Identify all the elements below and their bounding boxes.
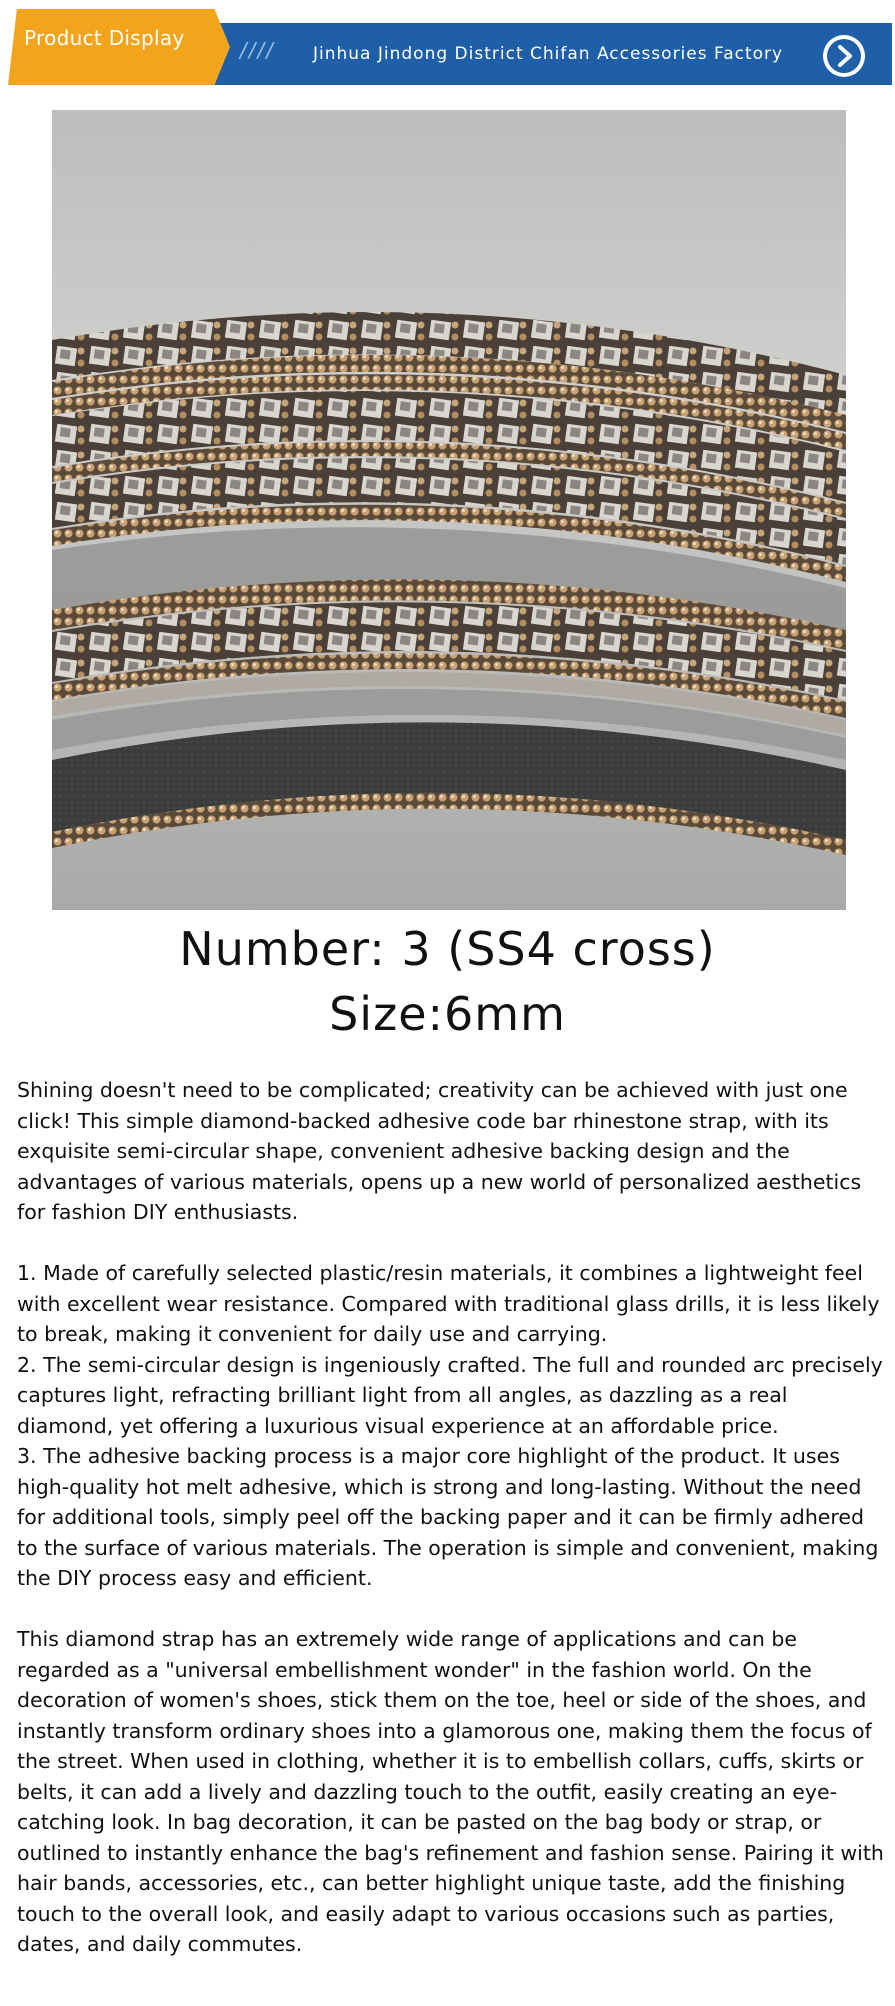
play-circle-icon[interactable] [823,35,865,77]
description-applications: This diamond strap has an extremely wide range of applications and can be regarded as a "universal embellishment wonder" in the fashion world. On the decoration of women's shoes, stick them on the toe, heel or side of the shoes, and instantly transform ordinary shoes into a glamorous one, making them the focus of the street. When used in clothing, whether it is to embellish collars, cuffs, skirts or belts, it can add a lively and dazzling touch to the outfit, easily creating an eye-catching look. In bag decoration, it can be pasted on the bag body or strap, or outlined to instantly enhance the bag's refinement and fashion sense. Pairing it with hair bands, accessories, etc., can better highlight unique taste, add the finishing touch to the overall look, and easily adapt to various occasions such as parties, dates, and daily commutes. [17,1627,884,1956]
header-banner [0,0,895,90]
company-name: Jinhua Jindong District Chifan Accessories Factory [313,44,784,64]
paragraph-gap [17,1594,887,1625]
banner-slashes: //// [240,38,275,62]
feature-point: 2. The semi-circular design is ingeniously crafted. The full and rounded arc precisely captures light, refracting brilliant light from all angles, as dazzling as a real diamond, yet offering a luxurious visual experience at an affordable price. [17,1352,883,1438]
feature-point: 3. The adhesive backing process is a major core highlight of the product. It uses high-quality hot melt adhesive, which is strong and long-lasting. Without the need for additional tools, simply peel off the backing paper and it can be firmly adhered to the surface of various materials. The operation is simple and convenient, making the DIY process easy and efficient. [17,1444,879,1590]
feature-point: 1. Made of carefully selected plastic/resin materials, it combines a lightweight feel with excellent wear resistance. Compared with traditional glass drills, it is less likely to break, making it convenient for daily use and carrying. [17,1261,880,1346]
product-size: Size:6mm [329,987,566,1041]
description-intro: Shining doesn't need to be complicated; creativity can be achieved with just one click! This simple diamond-backed adhesive code bar rhinestone strap, with its exquisite semi-circular shape, convenient adhesive backing design and the advantages of various materials, opens up a new world of personalized aesthetics for fashion DIY enthusiasts. [17,1078,862,1224]
product-display-label: Product Display [24,26,185,50]
product-photo [52,110,846,910]
paragraph-gap [17,1228,887,1259]
product-description [17,1075,887,1960]
product-number: Number: 3 (SS4 cross) [179,922,716,976]
